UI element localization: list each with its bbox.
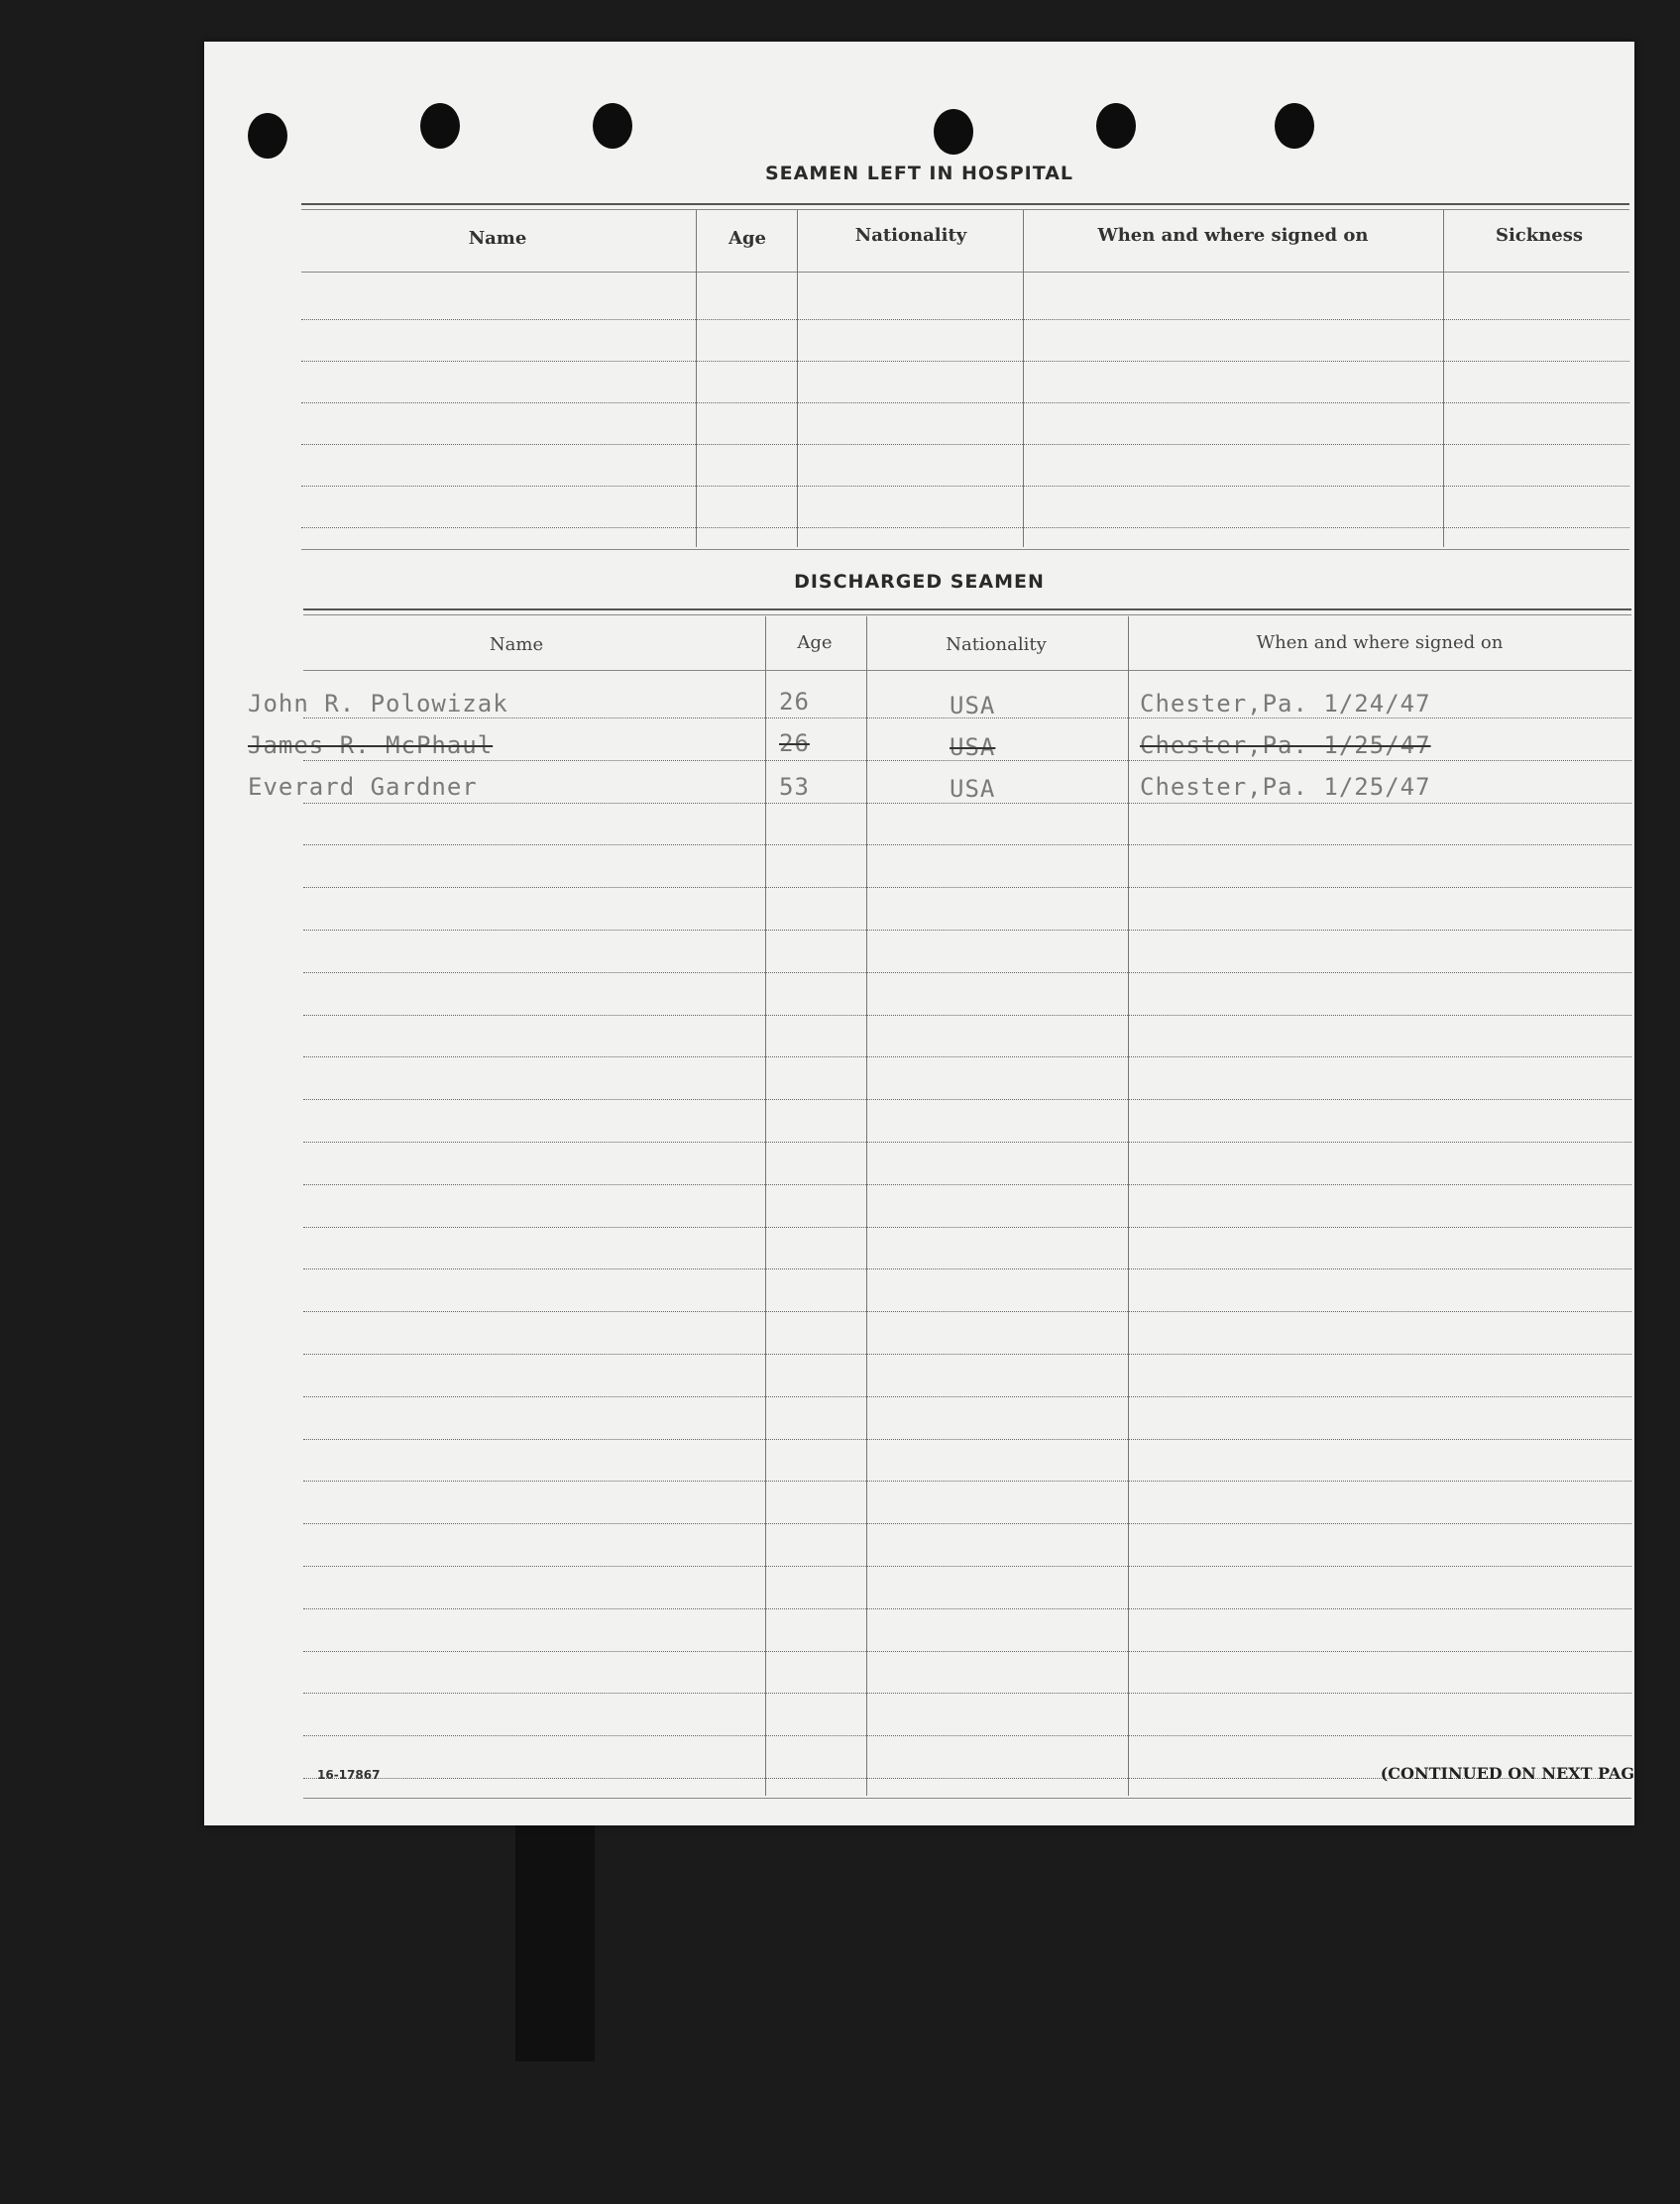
discharged-section-title: DISCHARGED SEAMEN	[794, 571, 1045, 593]
discharged-bottom-rule	[303, 1798, 1631, 1799]
discharged-row-line	[303, 1015, 1631, 1016]
background-shadow	[515, 1823, 595, 2061]
hospital-col-nationality: Nationality	[854, 225, 967, 246]
discharged-row-line	[303, 1268, 1631, 1269]
hospital-col-divider	[1443, 210, 1444, 547]
hospital-col-name: Name	[468, 228, 527, 249]
discharged-row-line	[303, 844, 1631, 845]
discharged-row-line	[303, 1227, 1631, 1228]
discharged-row-line	[303, 760, 1631, 761]
discharged-col-nationality: Nationality	[946, 634, 1047, 655]
discharged-col-age: Age	[797, 632, 833, 653]
discharged-row-line	[303, 1056, 1631, 1057]
hospital-row-line	[301, 444, 1629, 445]
punch-hole-icon	[1275, 103, 1314, 149]
punch-hole-icon	[934, 109, 973, 155]
discharged-col-name: Name	[489, 634, 544, 655]
discharged-row-line	[303, 1608, 1631, 1609]
punch-hole-icon	[1096, 103, 1136, 149]
discharged-row-line	[303, 1439, 1631, 1440]
discharged-signed-on-2: Chester,Pa. 1/25/47	[1140, 731, 1431, 759]
discharged-row-line	[303, 1311, 1631, 1312]
discharged-row-line	[303, 1184, 1631, 1185]
discharged-age-3: 53	[779, 773, 810, 801]
hospital-row-line	[301, 319, 1629, 320]
discharged-row-line	[303, 1099, 1631, 1100]
punch-hole-icon	[593, 103, 632, 149]
hospital-row-line	[301, 527, 1629, 528]
discharged-col-divider	[866, 616, 867, 1796]
hospital-header-rule	[301, 272, 1629, 273]
hospital-row-line	[301, 361, 1629, 362]
discharged-row-line	[303, 1693, 1631, 1694]
hospital-col-age: Age	[728, 228, 766, 249]
discharged-name-2: James R. McPhaul	[248, 731, 494, 759]
discharged-nationality-1: USA	[950, 692, 996, 719]
discharged-top-rule	[303, 608, 1631, 610]
hospital-section-title: SEAMEN LEFT IN HOSPITAL	[764, 163, 1074, 184]
discharged-nationality-2: USA	[950, 733, 996, 761]
hospital-row-line	[301, 486, 1629, 487]
discharged-col-divider	[765, 616, 766, 1796]
discharged-age-2: 26	[779, 729, 810, 757]
form-page	[204, 42, 1634, 1825]
discharged-row-line	[303, 1354, 1631, 1355]
discharged-age-1: 26	[779, 688, 810, 716]
continued-note: (CONTINUED ON NEXT PAG	[1380, 1764, 1634, 1783]
discharged-row-line	[303, 803, 1631, 804]
discharged-row-line	[303, 930, 1631, 931]
discharged-row-line	[303, 1566, 1631, 1567]
hospital-top-rule	[301, 203, 1629, 205]
discharged-signed-on-1: Chester,Pa. 1/24/47	[1140, 690, 1431, 717]
discharged-row-line	[303, 1481, 1631, 1482]
discharged-row-line	[303, 1523, 1631, 1524]
hospital-col-divider	[1023, 210, 1024, 547]
punch-hole-icon	[420, 103, 460, 149]
discharged-row-line	[303, 1735, 1631, 1736]
hospital-col-signed-on: When and where signed on	[1097, 225, 1369, 246]
hospital-top-rule-2	[301, 209, 1629, 210]
hospital-col-divider	[797, 210, 798, 547]
discharged-row-line	[303, 972, 1631, 973]
discharged-col-divider	[1128, 616, 1129, 1796]
discharged-header-rule	[303, 670, 1631, 671]
hospital-col-sickness: Sickness	[1495, 225, 1584, 246]
punch-hole-icon	[248, 113, 287, 159]
discharged-row-line	[303, 1396, 1631, 1397]
discharged-signed-on-3: Chester,Pa. 1/25/47	[1140, 773, 1431, 801]
discharged-top-rule-2	[303, 614, 1631, 615]
hospital-bottom-rule	[301, 549, 1629, 550]
form-number: 16-17867	[317, 1768, 381, 1782]
discharged-name-1: John R. Polowizak	[248, 690, 508, 717]
discharged-row-line	[303, 717, 1631, 718]
discharged-row-line	[303, 1651, 1631, 1652]
discharged-row-line	[303, 887, 1631, 888]
discharged-row-line	[303, 1142, 1631, 1143]
discharged-nationality-3: USA	[950, 775, 996, 803]
hospital-row-line	[301, 402, 1629, 403]
discharged-col-signed-on: When and where signed on	[1256, 632, 1504, 653]
discharged-name-3: Everard Gardner	[248, 773, 478, 801]
hospital-col-divider	[696, 210, 697, 547]
